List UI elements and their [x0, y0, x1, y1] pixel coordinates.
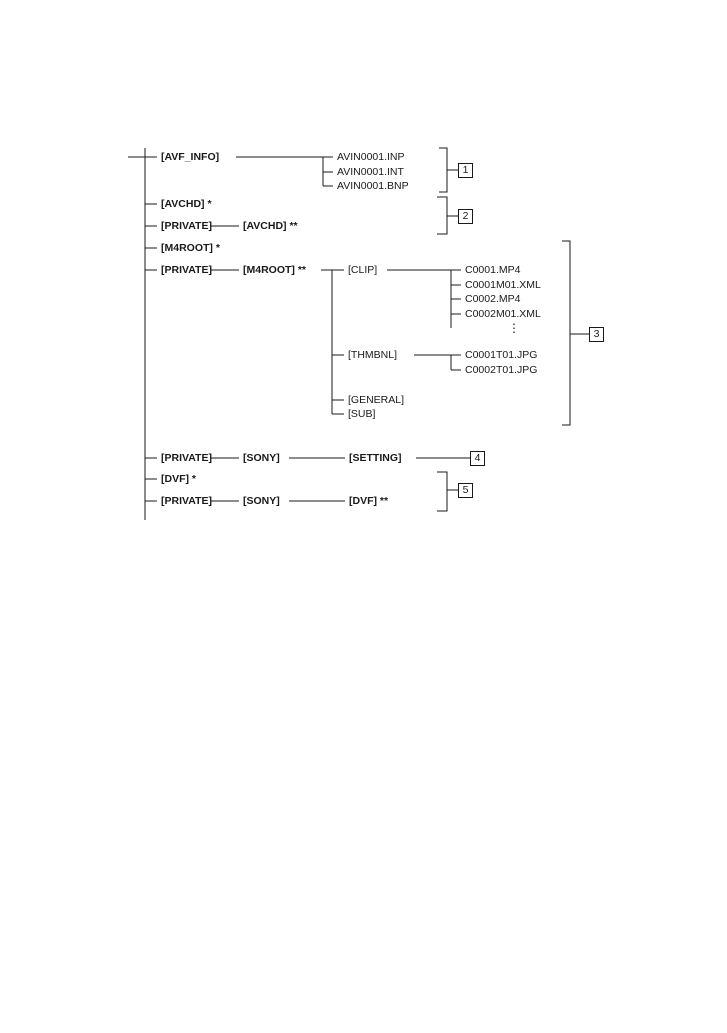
callout-4: 4 [470, 451, 485, 466]
folder-private-m4root: [PRIVATE] [161, 264, 212, 276]
folder-sony-setting: [SONY] [243, 452, 280, 464]
folder-general: [GENERAL] [348, 394, 405, 406]
callout-1: 1 [458, 163, 473, 178]
folder-m4root-sub: [M4ROOT] ** [243, 264, 306, 276]
file-avin0001-int: AVIN0001.INT [337, 166, 404, 178]
folder-dvf: [DVF] * [161, 473, 196, 485]
folder-avf-info: [AVF_INFO] [161, 151, 220, 163]
file-c0001t01-jpg: C0001T01.JPG [465, 349, 538, 361]
ellipsis-more-files: ⋮ [508, 321, 520, 335]
folder-private-avchd: [PRIVATE] [161, 220, 212, 232]
folder-avchd: [AVCHD] * [161, 198, 212, 210]
callout-5: 5 [458, 483, 473, 498]
folder-setting: [SETTING] [349, 452, 402, 464]
folder-avchd-sub: [AVCHD] ** [243, 220, 298, 232]
callout-2: 2 [458, 209, 473, 224]
file-c0002t01-jpg: C0002T01.JPG [465, 364, 538, 376]
file-c0002m01-xml: C0002M01.XML [465, 308, 541, 320]
folder-dvf-sub: [DVF] ** [349, 495, 389, 507]
folder-sony-dvf: [SONY] [243, 495, 280, 507]
folder-private-setting: [PRIVATE] [161, 452, 212, 464]
folder-clip: [CLIP] [348, 264, 378, 276]
file-avin0001-inp: AVIN0001.INP [337, 151, 405, 163]
folder-sub: [SUB] [348, 408, 376, 420]
file-c0002-mp4: C0002.MP4 [465, 293, 521, 305]
callout-3: 3 [589, 327, 604, 342]
folder-private-dvf: [PRIVATE] [161, 495, 212, 507]
file-avin0001-bnp: AVIN0001.BNP [337, 180, 409, 192]
file-c0001m01-xml: C0001M01.XML [465, 279, 541, 291]
file-c0001-mp4: C0001.MP4 [465, 264, 521, 276]
folder-thmbnl: [THMBNL] [348, 349, 398, 361]
folder-m4root: [M4ROOT] * [161, 242, 220, 254]
